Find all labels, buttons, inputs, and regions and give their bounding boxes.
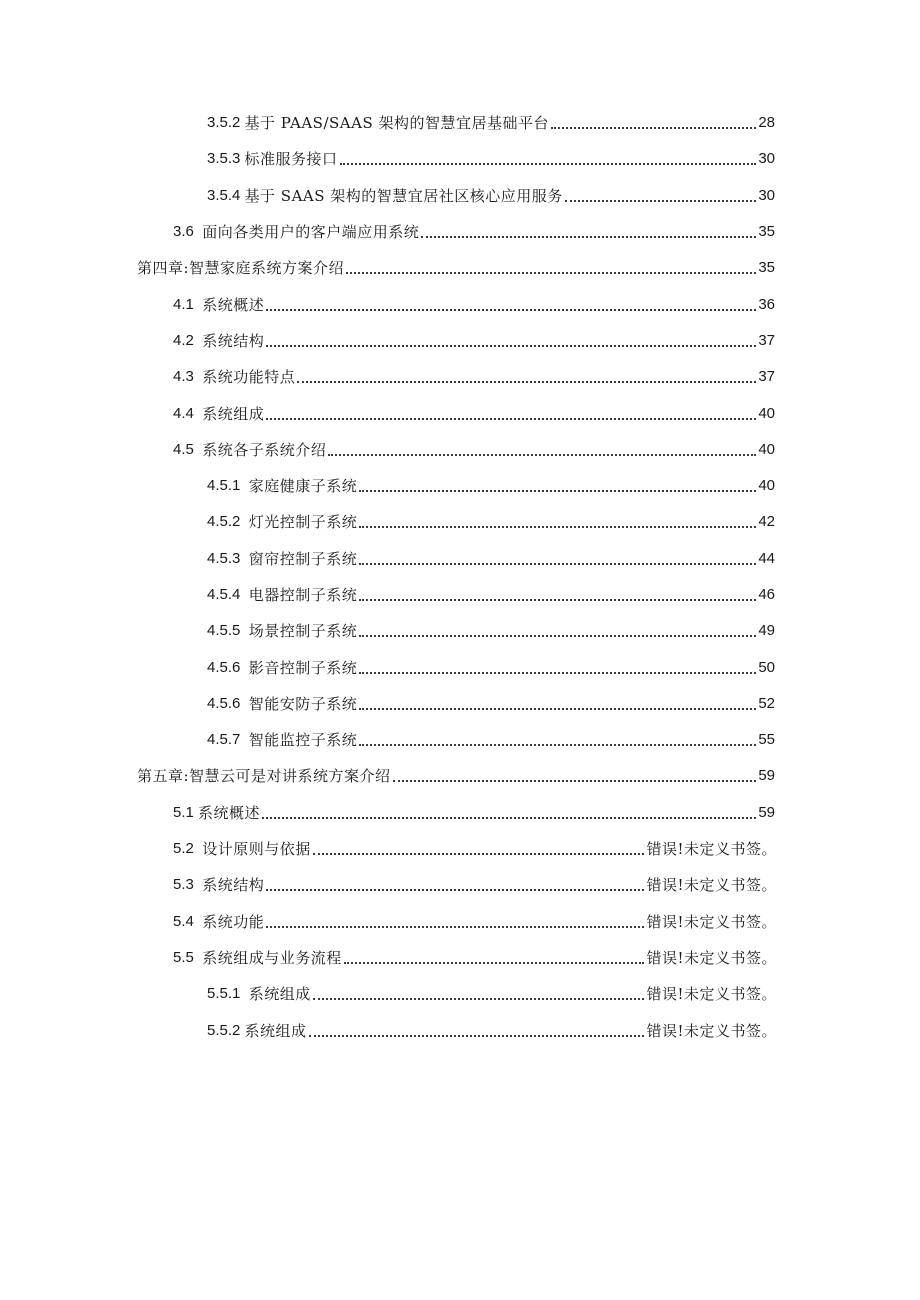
toc-entry-page-number: 36 [758,295,775,313]
toc-dot-leader [266,309,756,311]
toc-entry-title: 基于 SAAS 架构的智慧宜居社区核心应用服务 [244,186,563,205]
toc-entry-title: 第四章:智慧家庭系统方案介绍 [137,259,345,278]
toc-entry-content [173,875,777,895]
toc-entry-page-number: 30 [758,186,775,204]
toc-entry-content [173,839,777,859]
toc-entry-title: 家庭健康子系统 [248,477,358,496]
toc-entry-title: 系统组成 [202,404,265,423]
toc-dot-leader [344,962,645,964]
toc-entry-title: 灯光控制子系统 [248,513,358,532]
toc-entry-content [207,113,775,133]
toc-dot-leader [328,454,756,456]
toc-entry-content [207,585,775,605]
toc-entry-page-number: 40 [758,477,775,495]
toc-entry-page-number: 错误!未定义书签。 [646,840,777,859]
toc-entry[interactable] [0,867,920,903]
toc-entry-title: 设计原则与依据 [202,840,311,859]
toc-entry-title: 系统概述 [202,295,265,314]
toc-entry-number: 5.1 [173,803,199,821]
toc-entry-title: 影音控制子系统 [248,658,358,677]
toc-dot-leader [346,272,756,274]
toc-entry-number: 4.5.3 [207,549,249,567]
toc-entry-page-number: 37 [758,368,775,386]
toc-entry-page-number: 错误!未定义书签。 [646,876,777,895]
toc-entry[interactable] [0,613,920,649]
toc-entry-content [173,912,777,932]
toc-entry-number: 4.5.7 [207,731,249,749]
toc-entry-title: 系统结构 [202,331,265,350]
toc-entry-content [173,803,775,823]
toc-entry-number: 4.5.6 [207,658,249,676]
toc-entry-content [207,658,775,678]
toc-dot-leader [421,236,756,238]
toc-dot-leader [262,817,756,819]
toc-entry-number: 3.5.3 [207,150,245,168]
toc-entry[interactable] [0,722,920,758]
toc-entry-title: 系统各子系统介绍 [202,440,327,459]
toc-entry-page-number: 37 [758,331,775,349]
toc-entry[interactable] [0,141,920,177]
toc-entry-page-number: 59 [758,767,775,785]
toc-entry-page-number: 28 [758,114,775,132]
toc-entry-page-number: 59 [758,803,775,821]
toc-entry-content [173,295,775,315]
toc-entry[interactable] [0,904,920,940]
toc-dot-leader [359,672,756,674]
toc-dot-leader [313,853,645,855]
toc-entry-number: 4.5 [173,440,203,458]
toc-dot-leader [359,635,756,637]
toc-entry[interactable] [0,395,920,431]
toc-entry-number: 4.5.5 [207,622,249,640]
toc-entry-title: 场景控制子系统 [248,622,358,641]
toc-entry-title: 标准服务接口 [244,150,338,169]
toc-entry-content [207,694,775,714]
toc-entry[interactable] [0,577,920,613]
toc-dot-leader [309,1035,645,1037]
toc-dot-leader [359,526,756,528]
toc-entry[interactable] [0,432,920,468]
toc-entry-number: 5.5.1 [207,985,249,1003]
toc-entry-page-number: 35 [758,259,775,277]
toc-entry-number: 4.3 [173,368,203,386]
toc-entry-title: 电器控制子系统 [248,586,358,604]
toc-entry-page-number: 44 [758,549,775,567]
toc-entry-title: 系统功能特点 [202,368,296,387]
toc-entry[interactable] [0,940,920,976]
toc-dot-leader [359,490,756,492]
toc-dot-leader [266,345,756,347]
toc-entry[interactable] [0,976,920,1012]
toc-entry-number: 5.4 [173,912,203,930]
toc-entry[interactable] [0,541,920,577]
toc-entry-title: 系统组成 [248,985,311,1004]
toc-entry-page-number: 错误!未定义书签。 [646,948,777,967]
toc-entry[interactable] [0,214,920,250]
toc-entry-page-number: 55 [758,731,775,749]
toc-dot-leader [313,998,645,1000]
toc-entry-content [207,730,775,750]
toc-entry-page-number: 30 [758,150,775,168]
toc-entry-number: 4.5.2 [207,513,249,531]
toc-entry-number: 5.2 [173,840,203,858]
toc-entry-number: 4.5.1 [207,477,249,495]
toc-entry-content [207,149,775,169]
toc-entry-title: 系统组成 [244,1021,307,1040]
toc-entry[interactable] [0,1012,920,1048]
toc-entry-page-number: 52 [758,694,775,712]
toc-entry-content [173,404,775,424]
toc-entry-content [207,1021,777,1041]
toc-entry-title: 窗帘控制子系统 [248,549,358,568]
toc-entry[interactable] [0,323,920,359]
toc-entry-title: 系统功能 [202,912,265,931]
toc-entry-title: 第五章:智慧云可是对讲系统方案介绍 [137,767,391,786]
toc-entry-title: 智能安防子系统 [248,694,358,713]
toc-entry-title: 系统结构 [202,876,265,895]
toc-entry-title: 智能监控子系统 [248,731,358,750]
toc-entry-number: 3.6 [173,223,203,241]
toc-entry-content [173,222,775,242]
toc-entry-number: 4.1 [173,295,203,313]
toc-entry-number: 4.5.6 [207,694,249,712]
toc-entry-number: 3.5.2 [207,114,245,132]
toc-entry-content [207,621,775,641]
toc-entry-number: 5.5.2 [207,1021,245,1039]
toc-entry-title: 系统组成与业务流程 [202,948,342,967]
toc-entry[interactable] [0,795,920,831]
toc-dot-leader [393,780,757,782]
toc-dot-leader [359,708,756,710]
toc-entry[interactable] [0,649,920,685]
toc-entry-title: 系统概述 [198,803,261,822]
toc-entry-content [173,440,775,460]
toc-entry-number: 4.2 [173,331,203,349]
toc-entry-number: 3.5.4 [207,186,245,204]
toc-dot-leader [359,744,756,746]
toc-entry-number: 5.5 [173,948,203,966]
toc-entry-content [137,258,775,278]
toc-entry-page-number: 49 [758,622,775,640]
toc-entry-page-number: 50 [758,658,775,676]
toc-dot-leader [565,200,757,202]
toc-dot-leader [359,599,756,601]
toc-entry-content [173,948,777,968]
toc-entry-title: 基于 PAAS/SAAS 架构的智慧宜居基础平台 [244,114,549,133]
toc-entry-content [207,549,775,569]
toc-entry-page-number: 错误!未定义书签。 [646,1021,777,1040]
toc-entry-page-number: 错误!未定义书签。 [646,985,777,1004]
toc-entry[interactable] [0,758,920,794]
toc-dot-leader [266,926,644,928]
toc-entry-content [173,367,775,387]
toc-dot-leader [266,418,756,420]
toc-entry-page-number: 42 [758,513,775,531]
toc-entry-number: 4.4 [173,404,203,422]
toc-entry[interactable] [0,686,920,722]
toc-dot-leader [266,889,644,891]
toc-entry-page-number: 40 [758,404,775,422]
toc-dot-leader [359,563,756,565]
toc-entry[interactable] [0,831,920,867]
toc-entry-content [137,766,775,786]
toc-entry-number: 5.3 [173,876,203,894]
toc-entry-page-number: 35 [758,223,775,241]
toc-dot-leader [297,381,756,383]
toc-entry-page-number: 错误!未定义书签。 [646,912,777,931]
toc-entry[interactable] [0,105,920,141]
table-of-contents [0,105,920,1049]
toc-entry-page-number: 40 [758,440,775,458]
toc-entry[interactable] [0,286,920,322]
toc-entry-title: 面向各类用户的客户端应用系统 [202,223,420,242]
toc-entry-content [173,331,775,351]
toc-entry[interactable] [0,468,920,504]
toc-entry-content [207,984,777,1004]
toc-entry-content [207,186,775,206]
toc-entry-content [207,512,775,532]
toc-entry[interactable] [0,178,920,214]
toc-dot-leader [340,163,757,165]
toc-entry[interactable] [0,250,920,286]
toc-dot-leader [551,127,756,129]
toc-entry-number: 4.5.4 [207,586,249,603]
toc-entry-content [207,476,775,496]
toc-entry-page-number: 46 [758,586,775,603]
toc-entry[interactable] [0,504,920,540]
toc-entry[interactable] [0,359,920,395]
